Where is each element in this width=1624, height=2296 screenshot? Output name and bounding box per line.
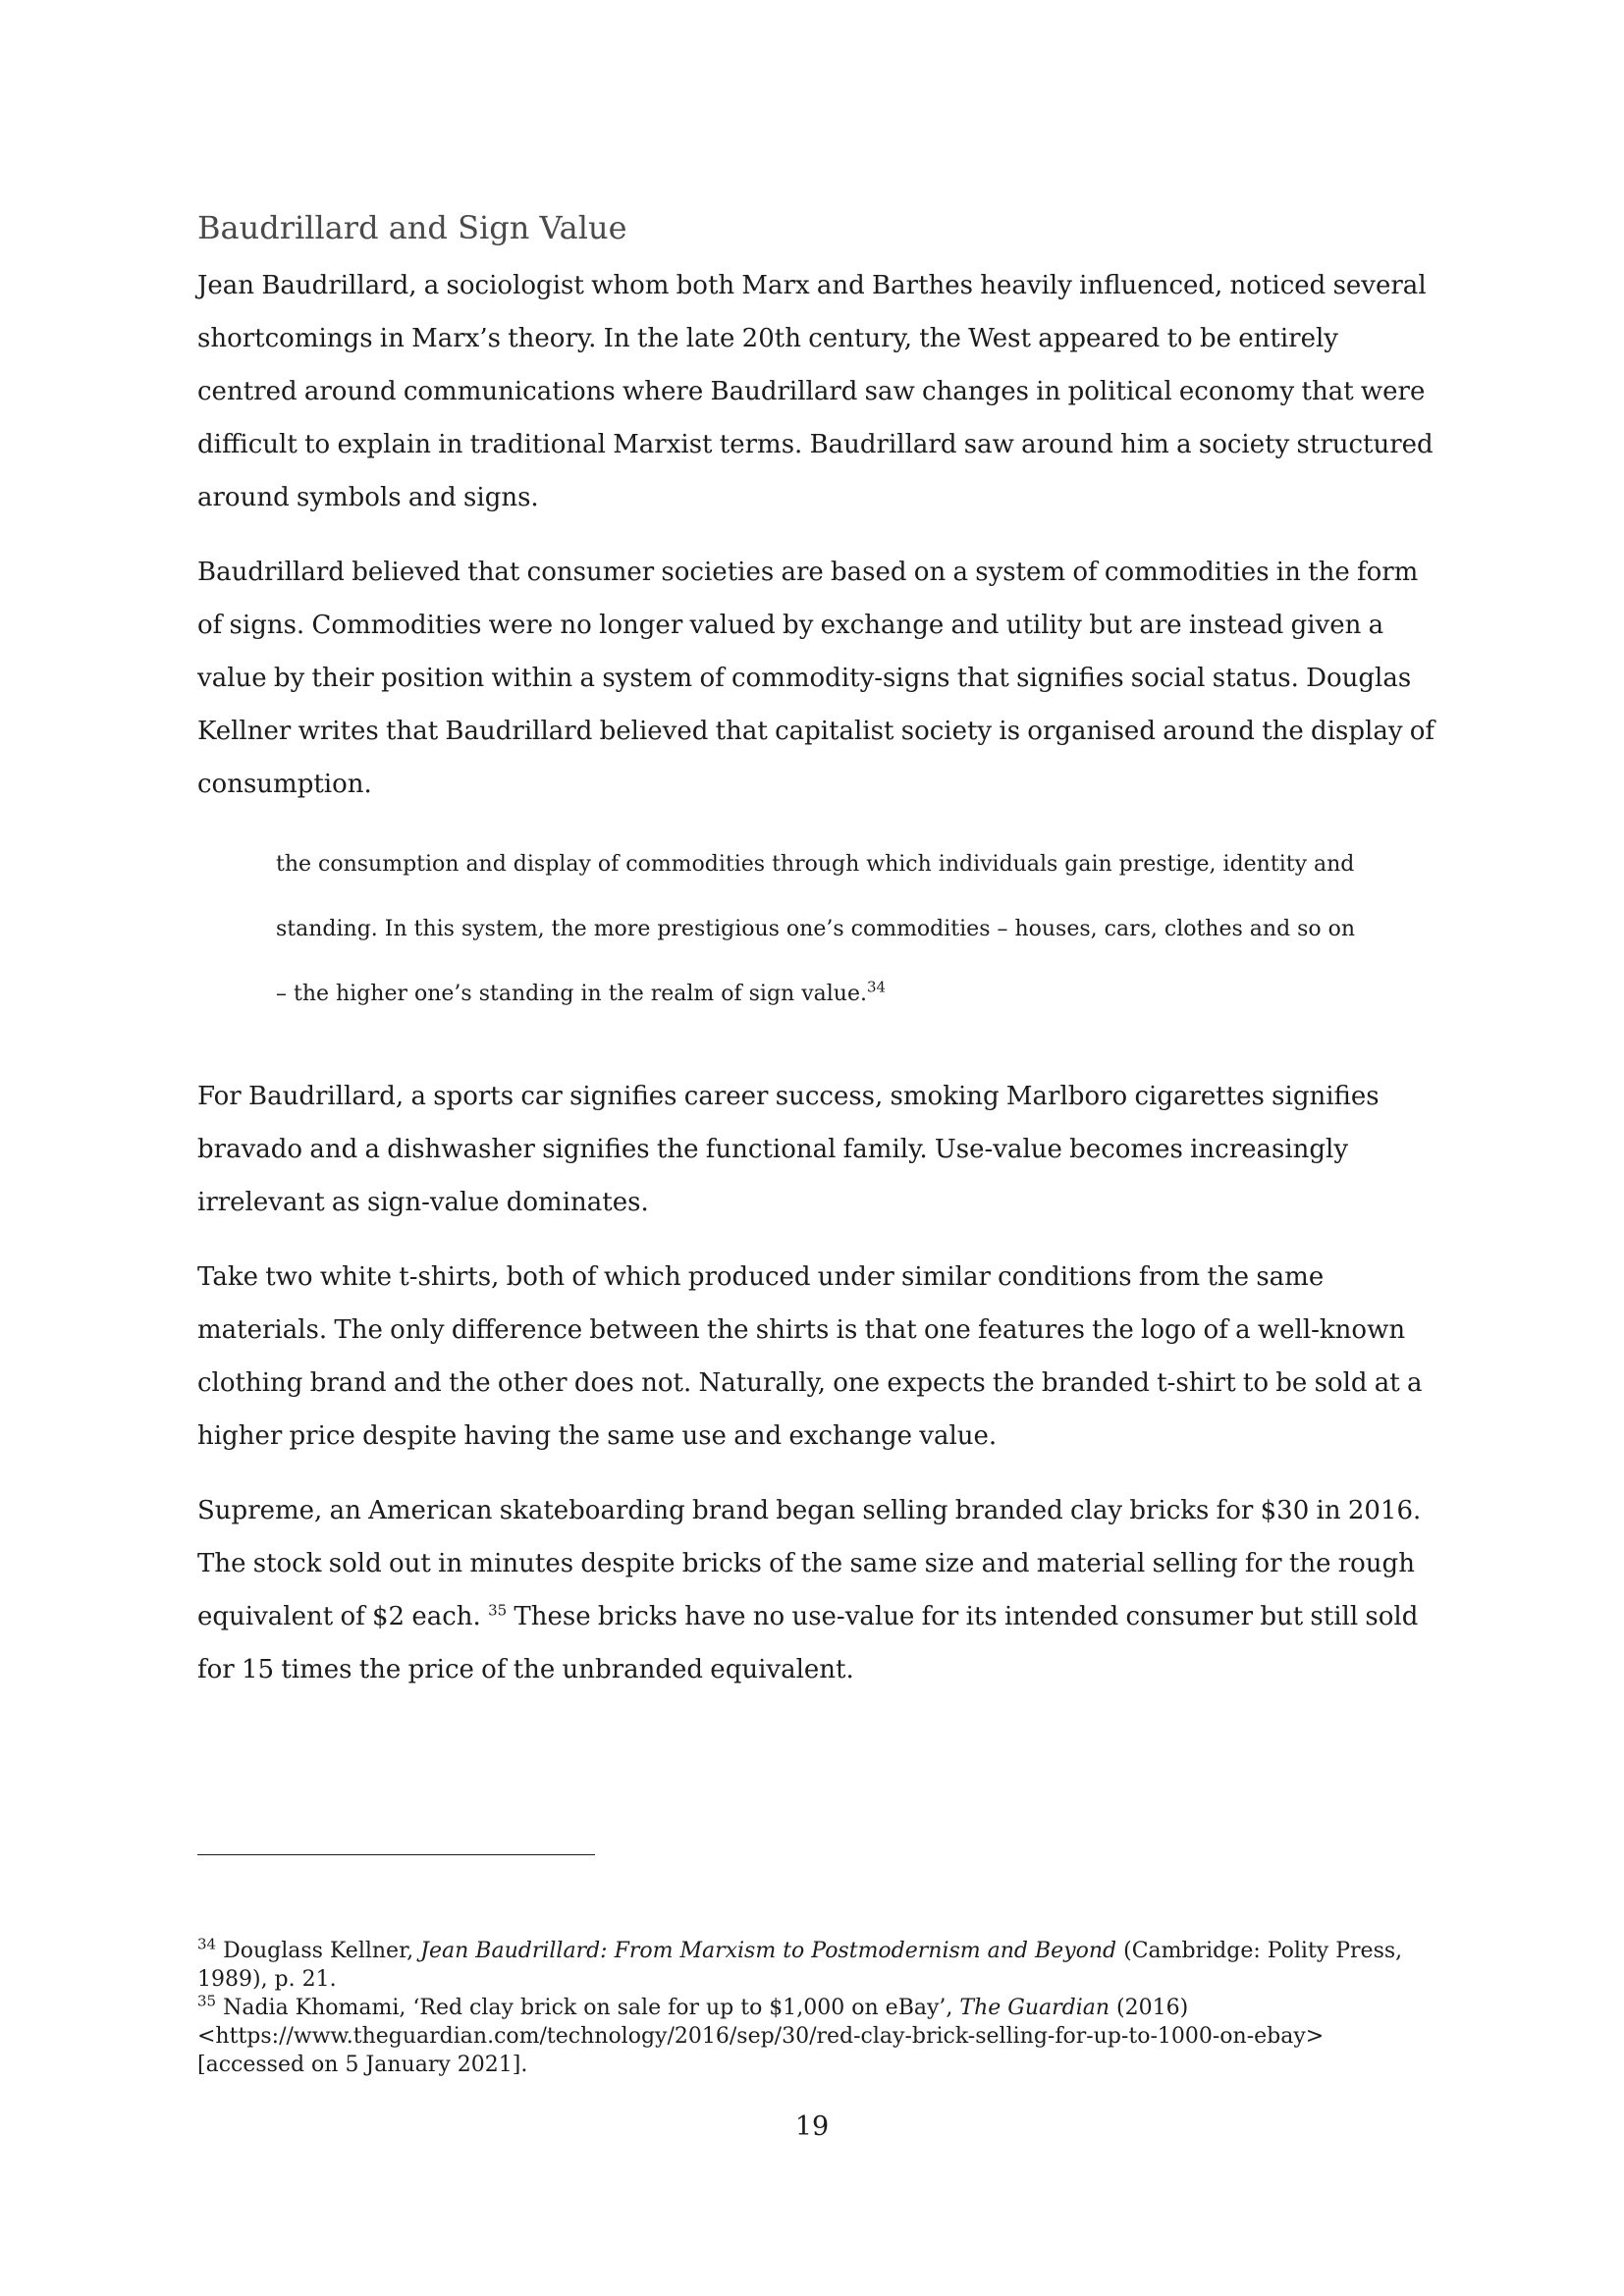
paragraph-3: For Baudrillard, a sports car signifies career success, smoking Marlboro cigarettes signifies bravado and a dishwasher signifies the functional family. Use-value becomes increasingly irrelevant as sign-value dominates. [197, 1082, 1380, 1217]
paragraph-2: Baudrillard believed that consumer societies are based on a system of commodities in the form of signs. Commodities were no longer valued by exchange and utility but are instead given a value by their position within a system of commodity-signs that signifies social status. Douglas Kellner writes that Baudrillard believed that capitalist society is organised around the display of consumption. [197, 558, 1435, 799]
footnote-35-tail: (2016) <https://www.theguardian.com/technology/2016/sep/30/red-clay-brick-selling-for-up-to-1000-on-ebay> [accessed on 5 January 2021]. [197, 1996, 1325, 2077]
footnote-35-title: The Guardian [959, 1996, 1110, 2020]
footnote-ref-34[interactable]: 34 [866, 978, 887, 996]
footnote-34-lead: Douglass Kellner, [216, 1939, 421, 1963]
paragraph-5-text-a: Supreme, an American skateboarding brand began selling branded clay bricks for $30 in 2016. The stock sold out in minutes despite bricks of the same size and material selling for the rough equivalent of $2 each. [197, 1496, 1422, 1631]
paragraph-4: Take two white t-shirts, both of which produced under similar conditions from the same materials. The only difference between the shirts is that one features the logo of a well-known clothing brand and the other does not. Naturally, one expects the branded t-shirt to be sold at a higher price despite having the same use and exchange value. [197, 1262, 1423, 1451]
paragraph-1: Jean Baudrillard, a sociologist whom both Marx and Barthes heavily influenced, noticed several shortcomings in Marx’s theory. In the late 20th century, the West appeared to be entirely centred around communications where Baudrillard saw changes in political economy that were difficult to explain in traditional Marxist terms. Baudrillard saw around him a society structured around symbols and signs. [197, 271, 1434, 512]
footnote-35 [197, 1994, 1415, 2079]
footnotes [197, 1937, 1415, 2079]
footnote-separator [197, 1854, 595, 1855]
page-body [197, 206, 1436, 1718]
footnote-ref-35[interactable]: 35 [488, 1601, 508, 1620]
paragraph-5-text-b: These bricks have no use-value for its intended consumer but still sold for 15 times the price of the unbranded equivalent. [197, 1602, 1419, 1684]
paragraph-5 [197, 1484, 1436, 1696]
page-number: 19 [794, 2111, 830, 2142]
footnote-34-tail: (Cambridge: Polity Press, 1989), p. 21. [197, 1939, 1403, 1992]
block-quote [276, 832, 1366, 1027]
footnote-34-title: Jean Baudrillard: From Marxism to Postmodernism and Beyond [420, 1939, 1117, 1963]
footnote-number-34: 34 [197, 1935, 217, 1953]
footnote-35-lead: Nadia Khomami, ‘Red clay brick on sale for up to $1,000 on eBay’, [216, 1996, 960, 2020]
footnote-34 [197, 1937, 1415, 1994]
section-heading: Baudrillard and Sign Value [197, 209, 627, 246]
quote-text: the consumption and display of commodities through which individuals gain prestige, identity and standing. In this system, the more prestigious one’s commodities – houses, cars, clothes and so on – the higher one’s standing in the realm of sign value. [276, 852, 1356, 1006]
footnote-number-35: 35 [197, 1992, 217, 2010]
